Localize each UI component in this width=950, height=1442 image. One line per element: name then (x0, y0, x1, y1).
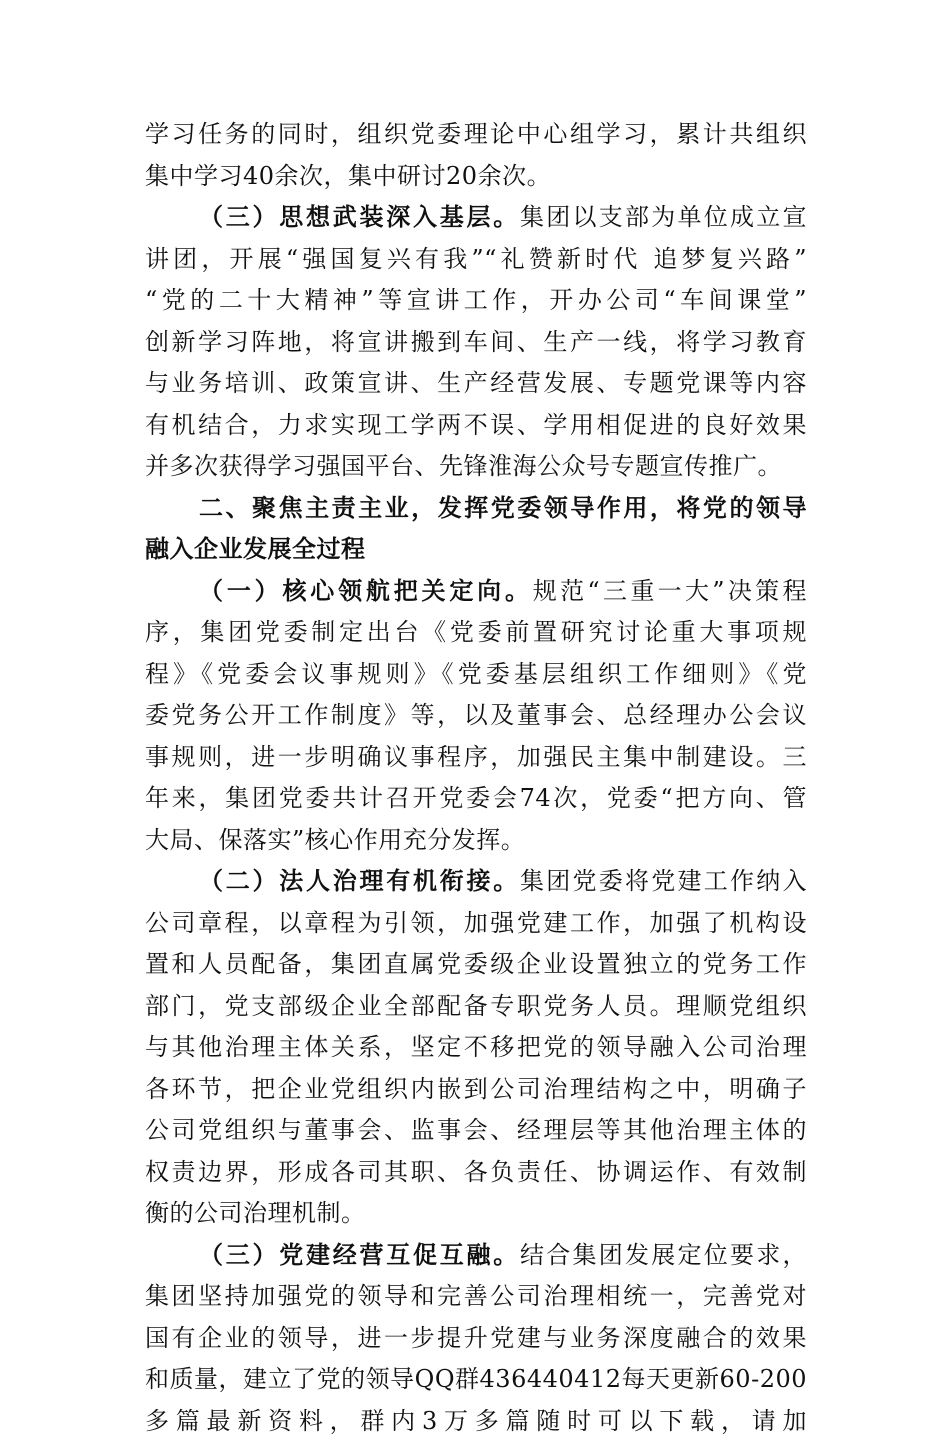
text-span: 集团党委将党建工作纳入 (520, 867, 807, 895)
text-line: 序，集团党委制定出台《党委前置研究讨论重大事项规 (145, 612, 807, 654)
text-line (145, 861, 807, 903)
text-line (145, 1235, 807, 1277)
text-line: 程》《党委会议事规则》《党委基层组织工作细则》《党 (145, 654, 807, 696)
text-line: 国有企业的领导，进一步提升党建与业务深度融合的效果 (145, 1318, 807, 1360)
text-line: 公司党组织与董事会、监事会、经理层等其他治理主体的 (145, 1110, 807, 1152)
text-line: 并多次获得学习强国平台、先锋淮海公众号专题宣传推广。 (145, 446, 807, 488)
text-line: 集团坚持加强党的领导和完善公司治理相统一，完善党对 (145, 1276, 807, 1318)
paragraph-study-summary (145, 114, 807, 197)
text-span: 集团以支部为单位成立宣 (520, 203, 807, 231)
text-line: 部门，党支部级企业全部配备专职党务人员。理顺党组织 (145, 986, 807, 1028)
text-line: 公司章程，以章程为引领，加强党建工作，加强了机构设 (145, 903, 807, 945)
text-line: 委党务公开工作制度》等，以及董事会、总经理办公会议 (145, 695, 807, 737)
paragraph-lead: （三）党建经营互促互融。 (199, 1241, 520, 1269)
text-line: “党的二十大精神”等宣讲工作，开办公司“车间课堂” (145, 280, 807, 322)
heading-line: 融入企业发展全过程 (145, 529, 807, 571)
text-line: 衡的公司治理机制。 (145, 1193, 807, 1235)
text-line: 讲团，开展“强国复兴有我”“礼赞新时代 追梦复兴路” (145, 239, 807, 281)
heading-line: 二、聚焦主责主业，发挥党委领导作用，将党的领导 (145, 488, 807, 530)
paragraph-ideological-outreach (145, 197, 807, 488)
text-line: 与其他治理主体关系，坚定不移把党的领导融入公司治理 (145, 1027, 807, 1069)
text-span: 规范“三重一大”决策程 (533, 577, 807, 605)
text-line: 与业务培训、政策宣讲、生产经营发展、专题党课等内容 (145, 363, 807, 405)
section-heading (145, 488, 807, 571)
text-line (145, 197, 807, 239)
text-line: 各环节，把企业党组织内嵌到公司治理结构之中，明确子 (145, 1069, 807, 1111)
text-line: 和质量，建立了党的领导QQ群436440412每天更新60-200 (145, 1359, 807, 1401)
paragraph-lead: （一）核心领航把关定向。 (199, 577, 533, 605)
text-span: 结合集团发展定位要求， (520, 1241, 807, 1269)
text-line: 创新学习阵地，将宣讲搬到车间、生产一线，将学习教育 (145, 322, 807, 364)
paragraph-lead: （二）法人治理有机衔接。 (199, 867, 520, 895)
paragraph-party-business-integration (145, 1235, 807, 1442)
document-body (145, 114, 807, 1442)
paragraph-core-leadership (145, 571, 807, 862)
text-line: 年来，集团党委共计召开党委会74次，党委“把方向、管 (145, 778, 807, 820)
paragraph-corporate-governance (145, 861, 807, 1235)
text-line (145, 571, 807, 613)
paragraph-lead: （三）思想武装深入基层。 (199, 203, 520, 231)
text-line: 多篇最新资料，群内3万多篇随时可以下载，请加 (145, 1401, 807, 1442)
text-line: 集中学习40余次，集中研讨20余次。 (145, 156, 807, 198)
text-line: 事规则，进一步明确议事程序，加强民主集中制建设。三 (145, 737, 807, 779)
text-line: 有机结合，力求实现工学两不误、学用相促进的良好效果 (145, 405, 807, 447)
text-line: 学习任务的同时，组织党委理论中心组学习，累计共组织 (145, 114, 807, 156)
text-line: 置和人员配备，集团直属党委级企业设置独立的党务工作 (145, 944, 807, 986)
text-line: 权责边界，形成各司其职、各负责任、协调运作、有效制 (145, 1152, 807, 1194)
text-line: 大局、保落实”核心作用充分发挥。 (145, 820, 807, 862)
